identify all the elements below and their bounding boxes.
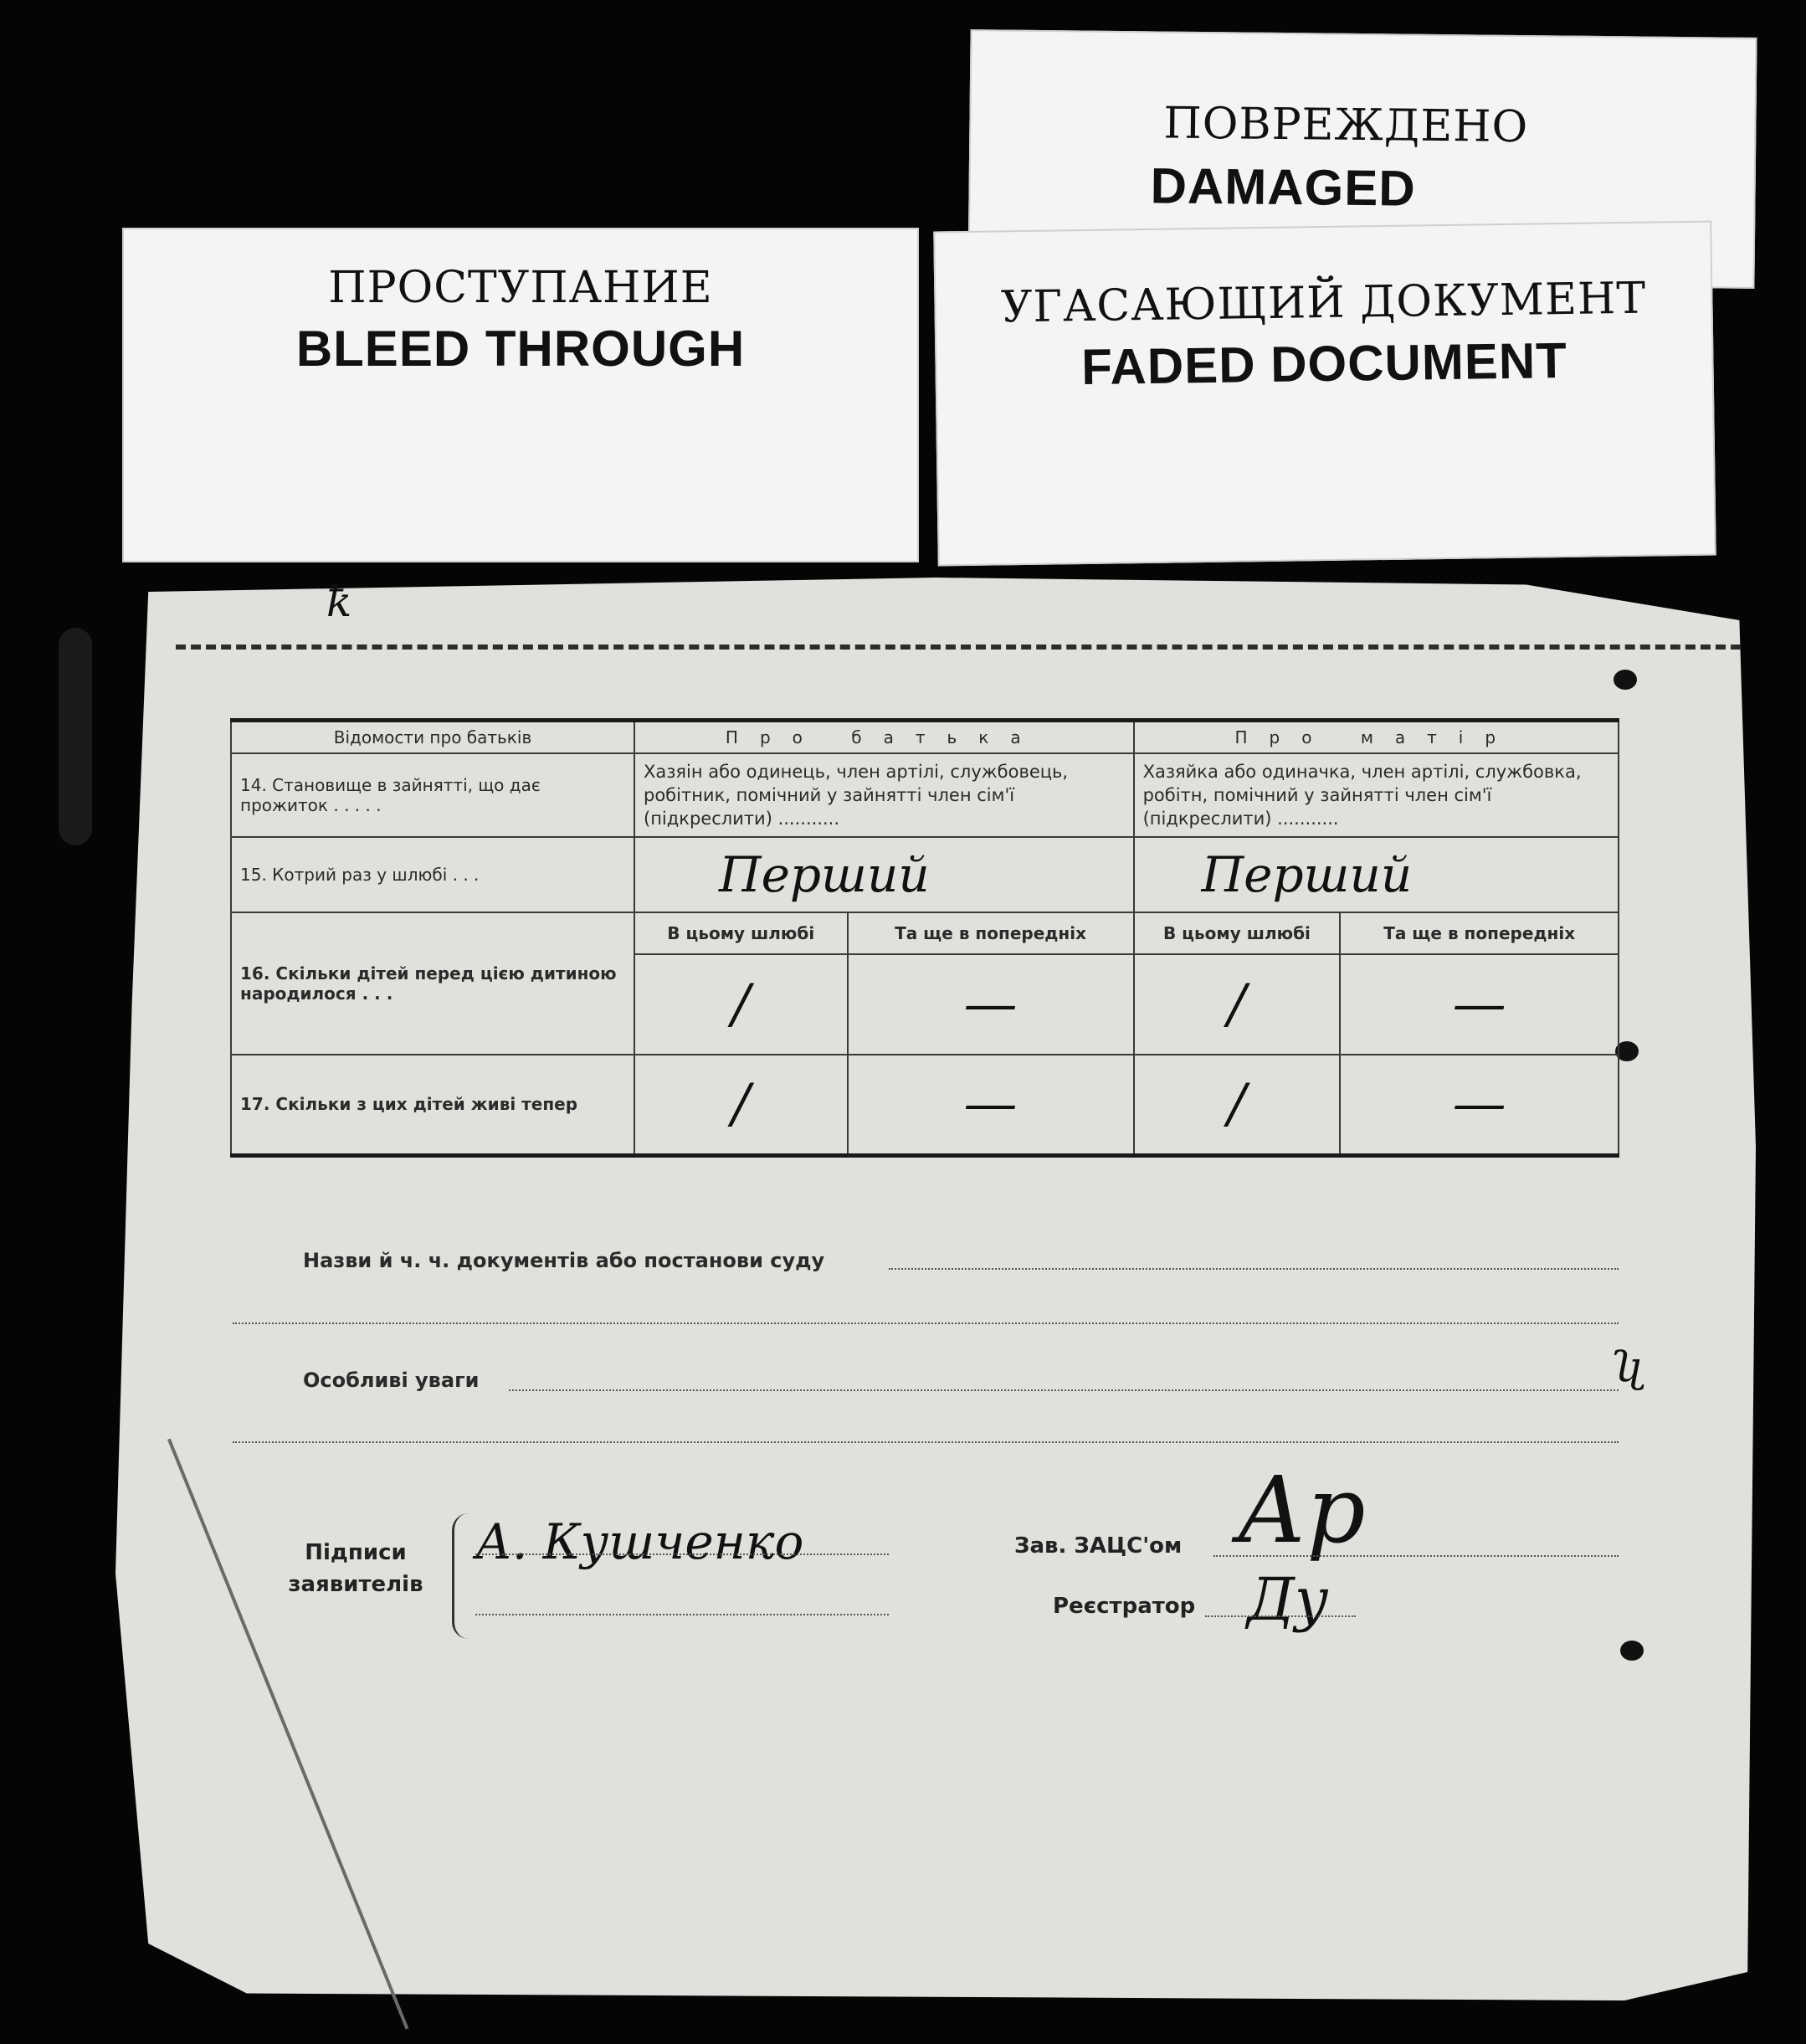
row17-mother-this: / (1134, 1055, 1341, 1155)
corner-mark: ꝁ (326, 578, 352, 626)
documents-dotline-2 (233, 1322, 1619, 1324)
bleed-through-label-card (122, 228, 919, 562)
registrar-signature: Ду (1247, 1565, 1329, 1634)
subheader-row (231, 912, 1619, 954)
damaged-ru-text: ПОВРЕЖДЕНО (1163, 98, 1529, 153)
faded-ru-text: УГАСАЮЩИЙ ДОКУМЕНТ (1000, 273, 1647, 333)
row17-father-prev: — (848, 1055, 1134, 1155)
registrar-label: Реєстратор (1053, 1594, 1196, 1619)
row14-father-options: Хазяін або одинець, член артілі, службовець, робітник, помічний у зайнятті член сім'ї (підкреслити) ........... (634, 753, 1134, 837)
row16-label: 16. Скільки дітей перед цією дитиною народилося . . . (231, 912, 634, 1055)
row16-mother-prev: — (1340, 954, 1619, 1055)
punch-hole-bottom (1620, 1641, 1644, 1661)
faded-document-label-card (933, 221, 1716, 567)
applicant-sig-line-1 (475, 1554, 889, 1555)
documents-label: Назви й ч. ч. документів або постанови суду (303, 1249, 825, 1272)
row15-mother-value: Перший (1134, 837, 1619, 912)
notes-margin-mark: ʯ (1610, 1343, 1643, 1391)
row15-label: 15. Котрий раз у шлюбі . . . (231, 837, 634, 912)
sub-mother-previous: Та ще в попередніх (1340, 912, 1619, 954)
col-mother: Про матір (1134, 721, 1619, 754)
row-occupation (231, 753, 1619, 837)
parents-info-table (230, 718, 1619, 1158)
table-header-row (231, 721, 1619, 754)
row17-label: 17. Скільки з цих дітей живі тепер (231, 1055, 634, 1155)
registrar-line (1205, 1615, 1356, 1617)
signatures-label-line1: Підписи (305, 1540, 407, 1565)
row16-father-prev: — (848, 954, 1134, 1055)
bleed-ru-text: ПРОСТУПАНИЕ (328, 263, 713, 313)
zags-head-signature: Ар (1237, 1456, 1366, 1564)
sub-mother-this-marriage: В цьому шлюбі (1134, 912, 1341, 954)
notes-label: Особливі уваги (303, 1369, 480, 1392)
row17-father-this: / (634, 1055, 848, 1155)
row-children-living (231, 1055, 1619, 1155)
applicant-sig-line-2 (475, 1614, 889, 1615)
punch-hole-top (1614, 670, 1637, 690)
documents-dotline (889, 1268, 1619, 1270)
signatures-label (276, 1537, 435, 1600)
col-father: Про батька (634, 721, 1134, 754)
faded-en-text: FADED DOCUMENT (1080, 331, 1568, 396)
row15-father-value: Перший (634, 837, 1134, 912)
row17-mother-prev: — (1340, 1055, 1619, 1155)
torn-edge (59, 628, 92, 845)
sub-father-previous: Та ще в попередніх (848, 912, 1134, 954)
row14-mother-options: Хазяйка або одиначка, член артілі, службовка, робітн, помічний у зайнятті член сім'ї (підкреслити) ........... (1134, 753, 1619, 837)
signatures-label-line2: заявителів (288, 1572, 423, 1597)
zags-head-label: Зав. ЗАЦС'ом (1014, 1533, 1183, 1559)
bleed-en-text: BLEED THROUGH (295, 321, 746, 377)
notes-dotline (509, 1389, 1619, 1391)
row16-mother-this: / (1134, 954, 1341, 1055)
signatures-brace (452, 1513, 471, 1639)
applicant-signature: А. Кушченко (475, 1513, 804, 1570)
damaged-en-text: DAMAGED (1150, 157, 1416, 217)
cut-dashed-line (176, 645, 1741, 650)
sub-father-this-marriage: В цьому шлюбі (634, 912, 848, 954)
row16-father-this: / (634, 954, 848, 1055)
row-marriage-number (231, 837, 1619, 912)
col-parents-info: Відомости про батьків (231, 721, 634, 754)
row14-label: 14. Становище в зайнятті, що дає прожиток . . . . . (231, 753, 634, 837)
zags-head-line (1213, 1555, 1619, 1557)
notes-dotline-2 (233, 1441, 1619, 1443)
